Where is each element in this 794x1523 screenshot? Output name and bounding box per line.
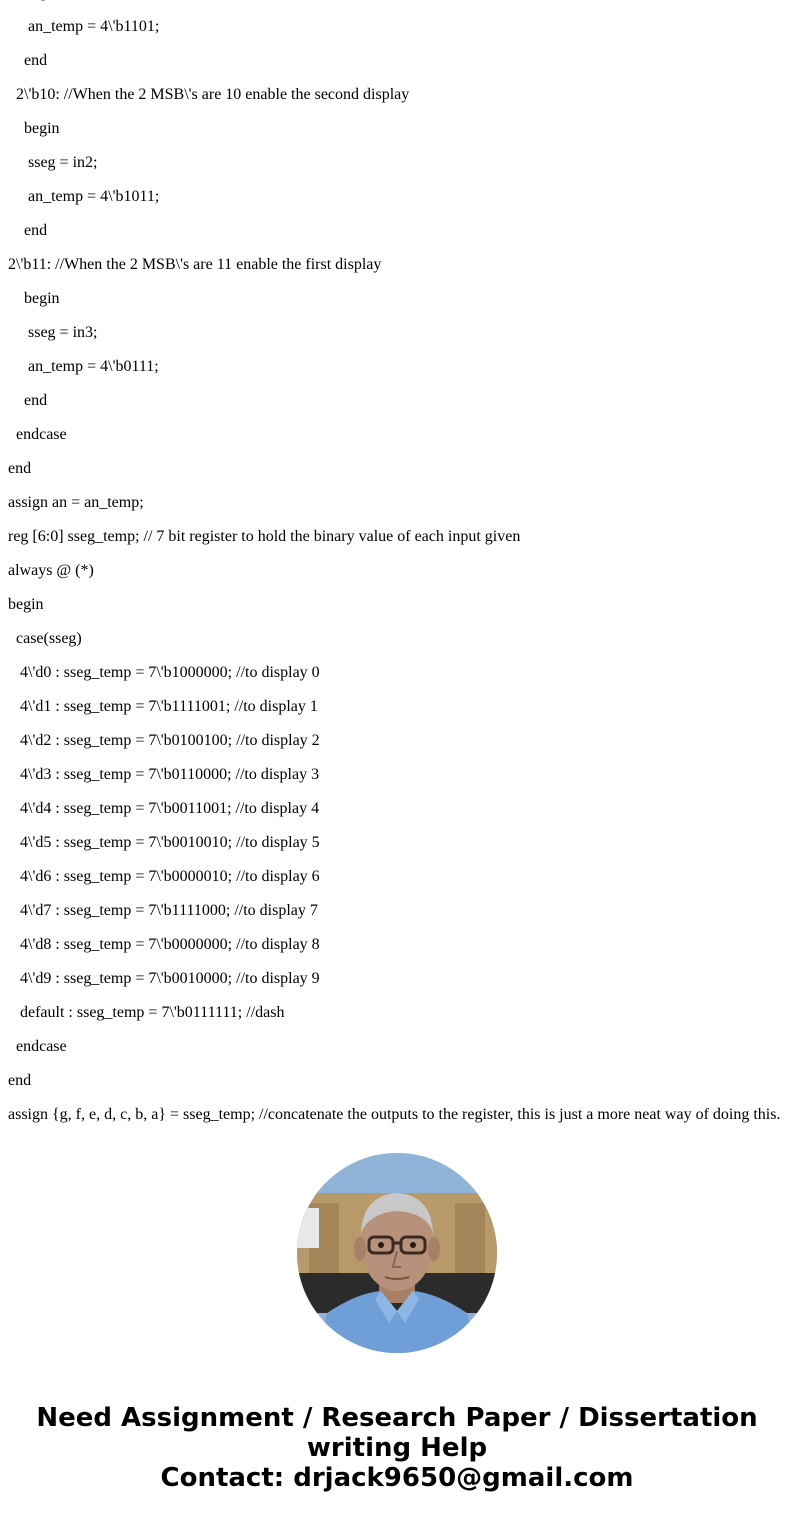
code-line: 4\'d7 : sseg_temp = 7\'b1111000; //to display 7: [20, 902, 318, 919]
code-line: an_temp = 4\'b0111;: [28, 358, 159, 375]
code-line: 2\'b10: //When the 2 MSB\'s are 10 enable the second display: [16, 86, 410, 103]
code-line: case(sseg): [16, 630, 82, 647]
code-line: 4\'d5 : sseg_temp = 7\'b0010010; //to display 5: [20, 834, 320, 851]
code-line: 4\'d0 : sseg_temp = 7\'b1000000; //to display 0: [20, 664, 320, 681]
code-line: endcase: [16, 426, 67, 443]
code-line: always @ (*): [8, 562, 94, 579]
code-line: 4\'d6 : sseg_temp = 7\'b0000010; //to display 6: [20, 868, 320, 885]
code-line: 2\'b11: //When the 2 MSB\'s are 11 enable the first display: [8, 256, 382, 273]
code-line: end: [24, 52, 48, 69]
code-line: sseg = in3;: [28, 324, 98, 341]
code-line: end: [24, 392, 48, 409]
code-line: end: [8, 1072, 32, 1089]
code-line: an_temp = 4\'b1011;: [28, 188, 160, 205]
code-line: begin: [24, 290, 60, 307]
code-line: [8, 0, 794, 10]
code-line: endcase: [16, 1038, 67, 1055]
code-line: 4\'d3 : sseg_temp = 7\'b0110000; //to display 3: [20, 766, 320, 783]
code-line: 4\'d2 : sseg_temp = 7\'b0100100; //to display 2: [20, 732, 320, 749]
code-line: end: [24, 222, 48, 239]
code-line: 4\'d1 : sseg_temp = 7\'b1111001; //to display 1: [20, 698, 318, 715]
code-line: end: [8, 460, 32, 477]
code-line: begin: [24, 120, 60, 137]
code-line: 4\'d9 : sseg_temp = 7\'b0010000; //to display 9: [20, 970, 320, 987]
promo-line-1: Need Assignment / Research Paper / Dissertation: [36, 1403, 758, 1433]
code-line: begin: [8, 596, 44, 613]
code-line: sseg = in2;: [28, 154, 98, 171]
code-line: 4\'d4 : sseg_temp = 7\'b0011001; //to display 4: [20, 800, 320, 817]
author-photo-icon: [297, 1153, 497, 1353]
promo-line-2: writing Help: [306, 1433, 488, 1463]
promo-banner: [0, 1403, 794, 1493]
code-line: 4\'d8 : sseg_temp = 7\'b0000000; //to display 8: [20, 936, 320, 953]
author-avatar: [297, 1153, 497, 1353]
code-line: reg [6:0] sseg_temp; // 7 bit register to hold the binary value of each input given: [8, 528, 521, 545]
code-line: default : sseg_temp = 7\'b0111111; //dash: [20, 1004, 285, 1021]
code-listing: [8, 0, 794, 1132]
promo-contact: Contact: drjack9650@gmail.com: [160, 1463, 634, 1493]
code-line: assign {g, f, e, d, c, b, a} = sseg_temp; //concatenate the outputs to the register, this is just a more neat way of doing this.: [8, 1106, 781, 1123]
code-line: assign an = an_temp;: [8, 494, 144, 511]
code-line: an_temp = 4\'b1101;: [28, 18, 160, 35]
